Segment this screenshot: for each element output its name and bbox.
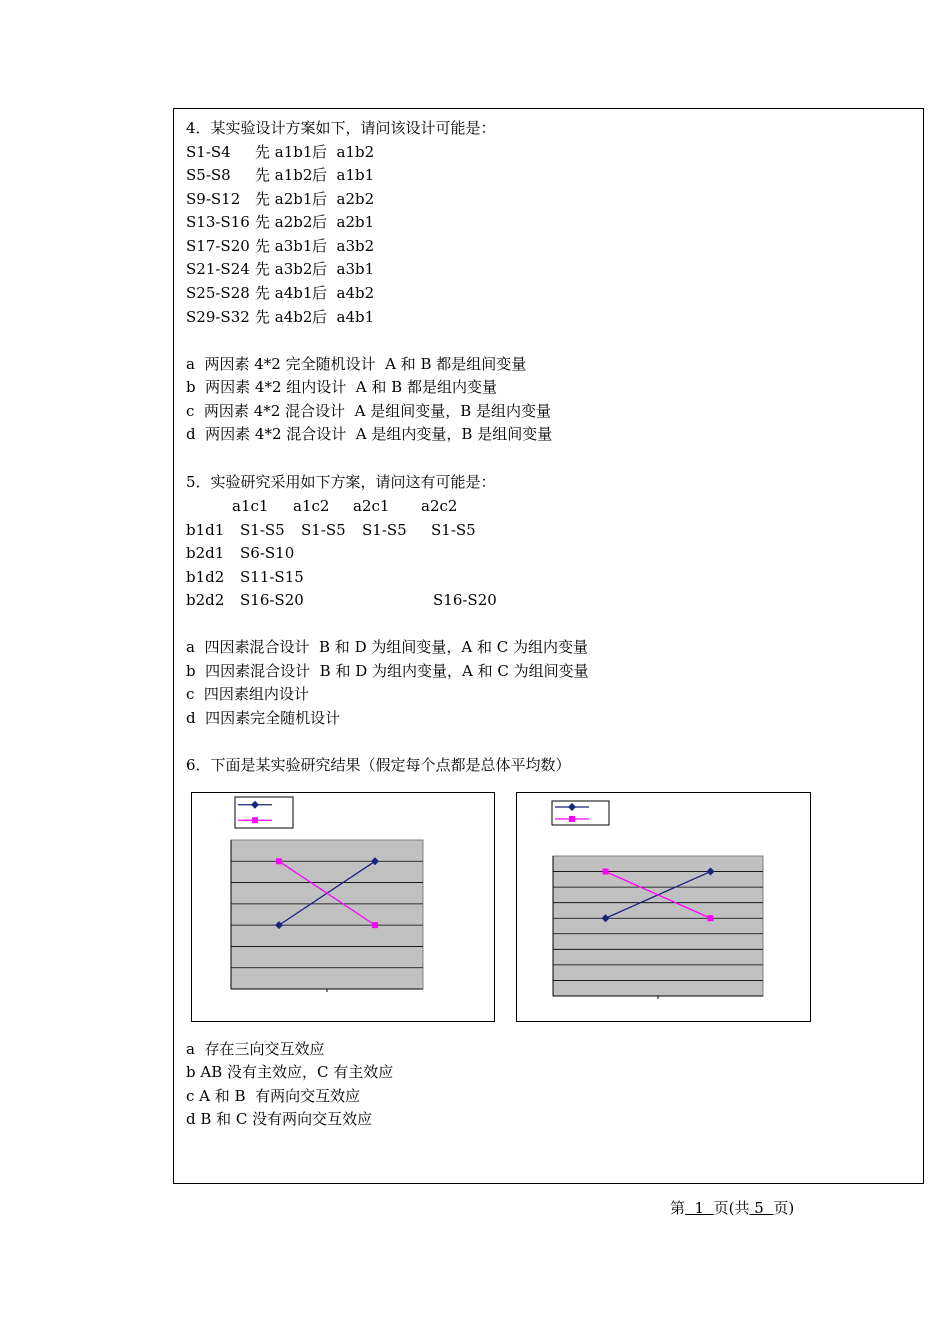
q6-option-d: d B 和 C 没有两向交互效应 (186, 1110, 373, 1128)
q4-row-subjects: S29-S32 (186, 308, 250, 326)
q4-row-first: 先 a2b1 (255, 190, 313, 208)
q4-row-subjects: S25-S28 (186, 284, 250, 302)
q5-cell: S1-S5 (362, 521, 407, 539)
page-footer (670, 1197, 794, 1218)
q4-row-first: 先 a1b2 (255, 166, 313, 184)
q4-row-first: 先 a2b2 (255, 213, 313, 231)
q4-row-then: 后 a4b2 (312, 284, 375, 302)
q4-option-b: b 两因素 4*2 组内设计 A 和 B 都是组内变量 (186, 378, 497, 396)
q5-column-header: a2c1 (353, 497, 390, 515)
q4-row-then: 后 a2b1 (312, 213, 375, 231)
q6-question: 6．下面是某实验研究结果（假定每个点都是总体平均数） (186, 756, 571, 774)
chart-right-svg (517, 793, 812, 1023)
q5-row-label: b2d2 (186, 591, 225, 609)
q5-cell: S6-S10 (240, 544, 295, 562)
footer-middle: 页(共 (713, 1199, 750, 1217)
legend-box (552, 801, 609, 825)
data-point (276, 858, 282, 864)
q5-cell: S16-S20 (433, 591, 497, 609)
q6-option-b: b AB 没有主效应，C 有主效应 (186, 1063, 394, 1081)
q5-cell: S1-S5 (301, 521, 346, 539)
q5-option-d: d 四因素完全随机设计 (186, 709, 341, 727)
q5-cell: S16-S20 (240, 591, 304, 609)
chart-left (191, 792, 495, 1022)
q4-row-subjects: S5-S8 (186, 166, 231, 184)
data-point (372, 922, 378, 928)
q5-question: 5．实验研究采用如下方案，请问这有可能是： (186, 473, 496, 491)
q4-row-subjects: S21-S24 (186, 260, 250, 278)
q4-row-subjects: S9-S12 (186, 190, 241, 208)
plot-area (231, 840, 423, 989)
footer-page-number: 1 (685, 1199, 714, 1217)
q4-question: 4．某实验设计方案如下，请问该设计可能是： (186, 119, 496, 137)
q4-row-then: 后 a3b1 (312, 260, 375, 278)
q4-row-first: 先 a1b1 (255, 143, 313, 161)
footer-suffix: 页) (773, 1199, 795, 1217)
q4-option-c: c 两因素 4*2 混合设计 A 是组间变量，B 是组内变量 (186, 402, 551, 420)
q5-row-label: b1d2 (186, 568, 225, 586)
q5-column-header: a2c2 (421, 497, 458, 515)
q4-row-then: 后 a1b1 (312, 166, 375, 184)
q4-row-then: 后 a4b1 (312, 308, 375, 326)
footer-total-pages: 5 (749, 1199, 774, 1217)
q4-row-subjects: S13-S16 (186, 213, 250, 231)
q4-row-subjects: S1-S4 (186, 143, 231, 161)
q5-option-b: b 四因素混合设计 B 和 D 为组内变量，A 和 C 为组间变量 (186, 662, 589, 680)
q4-row-then: 后 a2b2 (312, 190, 375, 208)
q4-row-first: 先 a4b1 (255, 284, 313, 302)
q4-option-a: a 两因素 4*2 完全随机设计 A 和 B 都是组间变量 (186, 355, 527, 373)
q5-cell: S11-S15 (240, 568, 304, 586)
data-point (708, 915, 714, 921)
q4-row-subjects: S17-S20 (186, 237, 250, 255)
q6-option-c: c A 和 B 有两向交互效应 (186, 1087, 361, 1105)
q5-column-header: a1c2 (293, 497, 330, 515)
q5-row-label: b1d1 (186, 521, 225, 539)
plot-area (553, 856, 763, 996)
chart-right (516, 792, 811, 1022)
q6-option-a: a 存在三向交互效应 (186, 1040, 325, 1058)
data-point (603, 869, 609, 875)
legend-box (235, 797, 293, 828)
footer-prefix: 第 (670, 1199, 686, 1217)
legend-marker (252, 817, 258, 823)
q4-option-d: d 两因素 4*2 混合设计 A 是组内变量，B 是组间变量 (186, 425, 553, 443)
q4-row-then: 后 a3b2 (312, 237, 375, 255)
q4-row-first: 先 a3b2 (255, 260, 313, 278)
q5-cell: S1-S5 (240, 521, 285, 539)
chart-left-svg (192, 793, 496, 1023)
q4-row-then: 后 a1b2 (312, 143, 375, 161)
q5-option-a: a 四因素混合设计 B 和 D 为组间变量，A 和 C 为组内变量 (186, 638, 588, 656)
q5-row-label: b2d1 (186, 544, 225, 562)
q4-row-first: 先 a3b1 (255, 237, 313, 255)
q5-cell: S1-S5 (431, 521, 476, 539)
q5-column-header: a1c1 (232, 497, 269, 515)
q5-option-c: c 四因素组内设计 (186, 685, 309, 703)
q4-row-first: 先 a4b2 (255, 308, 313, 326)
legend-marker (569, 816, 575, 822)
